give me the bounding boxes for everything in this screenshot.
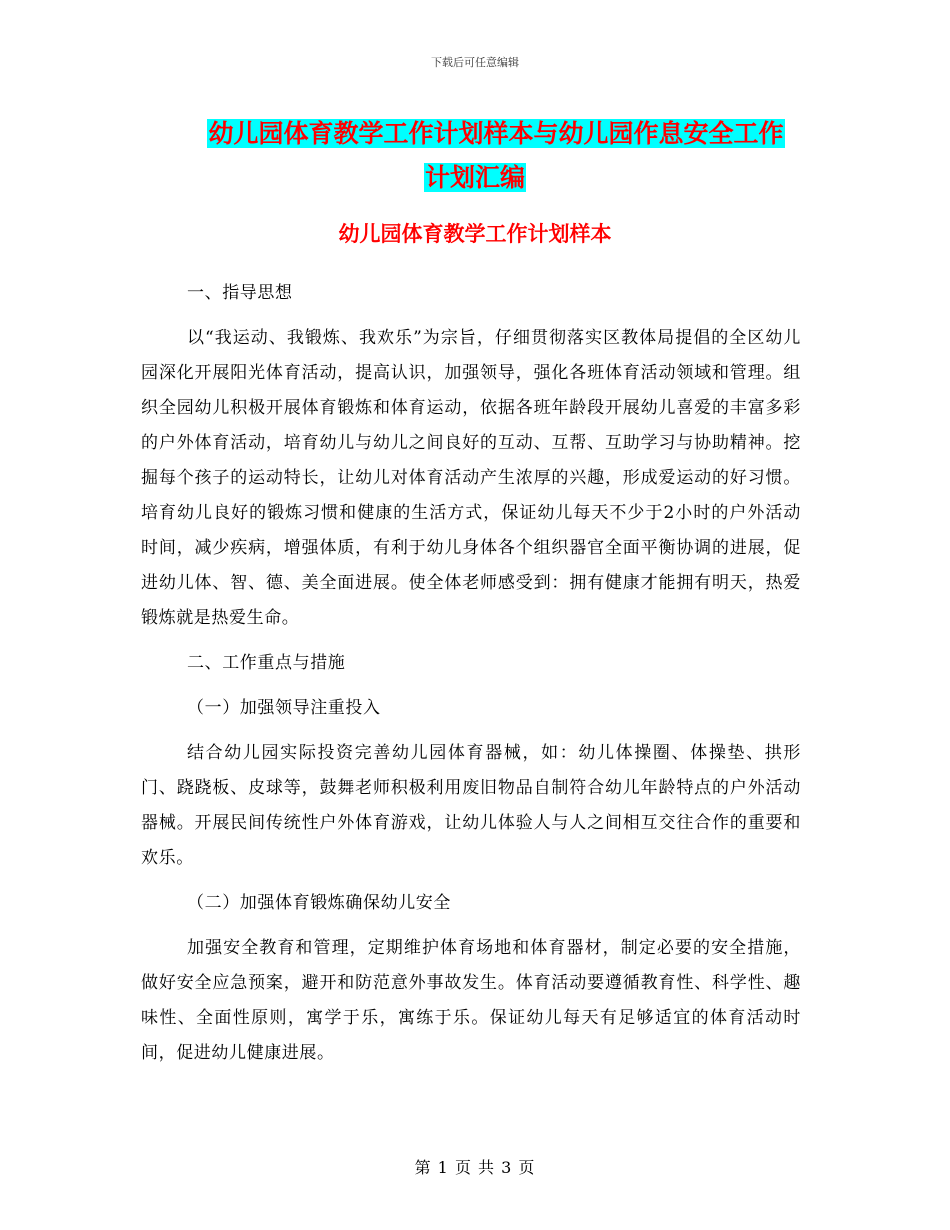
heading-key-work: 二、工作重点与措施 — [187, 653, 346, 673]
title-line-1: 幼儿园体育教学工作计划样本与幼儿园作息安全工作 — [208, 119, 784, 148]
paragraph-guiding-ideology: 以“我运动、我锻炼、我欢乐”为宗旨，仔细贯彻落实区教体局提倡的全区幼儿园深化开展阳光体育活动，提高认识，加强领导，强化各班体育活动领域和管理。组织全园幼儿积极开展体育锻炼和体育运动，依据各班年龄段开展幼儿喜爱的丰富多彩的户外体育活动，培育幼儿与幼儿之间良好的互动、互帮、互助学习与协助精神。挖掘每个孩子的运动特长，让幼儿对体育活动产生浓厚的兴趣，形成爱运动的好习惯。培育幼儿良好的锻炼习惯和健康的生活方式，保证幼儿每天不少于2小时的户外活动时间，减少疾病，增强体质，有利于幼儿身体各个组织器官全面平衡协调的进展，促进幼儿体、智、德、美全面进展。使全体老师感受到：拥有健康才能拥有明天，热爱锻炼就是热爱生命。 — [141, 328, 801, 628]
section-title: 幼儿园体育教学工作计划样本 — [338, 222, 612, 246]
heading-guiding-ideology: 一、指导思想 — [187, 283, 293, 303]
subheading-safety: （二）加强体育锻炼确保幼儿安全 — [187, 893, 451, 913]
paragraph-leadership: 结合幼儿园实际投资完善幼儿园体育器械，如：幼儿体操圈、体操垫、拱形门、跷跷板、皮球等，鼓舞老师积极利用废旧物品自制符合幼儿年龄特点的户外活动器械。开展民间传统性户外体育游戏，让幼儿体验人与人之间相互交往合作的重要和欢乐。 — [141, 743, 801, 868]
paragraph-safety: 加强安全教育和管理，定期维护体育场地和体育器材，制定必要的安全措施，做好安全应急预案，避开和防范意外事故发生。体育活动要遵循教育性、科学性、趣味性、全面性原则，寓学于乐，寓练于乐。保证幼儿每天有足够适宜的体育活动时间，促进幼儿健康进展。 — [141, 938, 801, 1063]
document-body — [141, 276, 801, 1071]
subheading-leadership: （一）加强领导注重投入 — [187, 698, 381, 718]
page-header: 下载后可任意编辑 — [431, 56, 519, 69]
title-line-2: 计划汇编 — [424, 163, 525, 192]
document-title — [0, 112, 950, 200]
page-number: 第 1 页 共 3 页 — [414, 1158, 536, 1177]
